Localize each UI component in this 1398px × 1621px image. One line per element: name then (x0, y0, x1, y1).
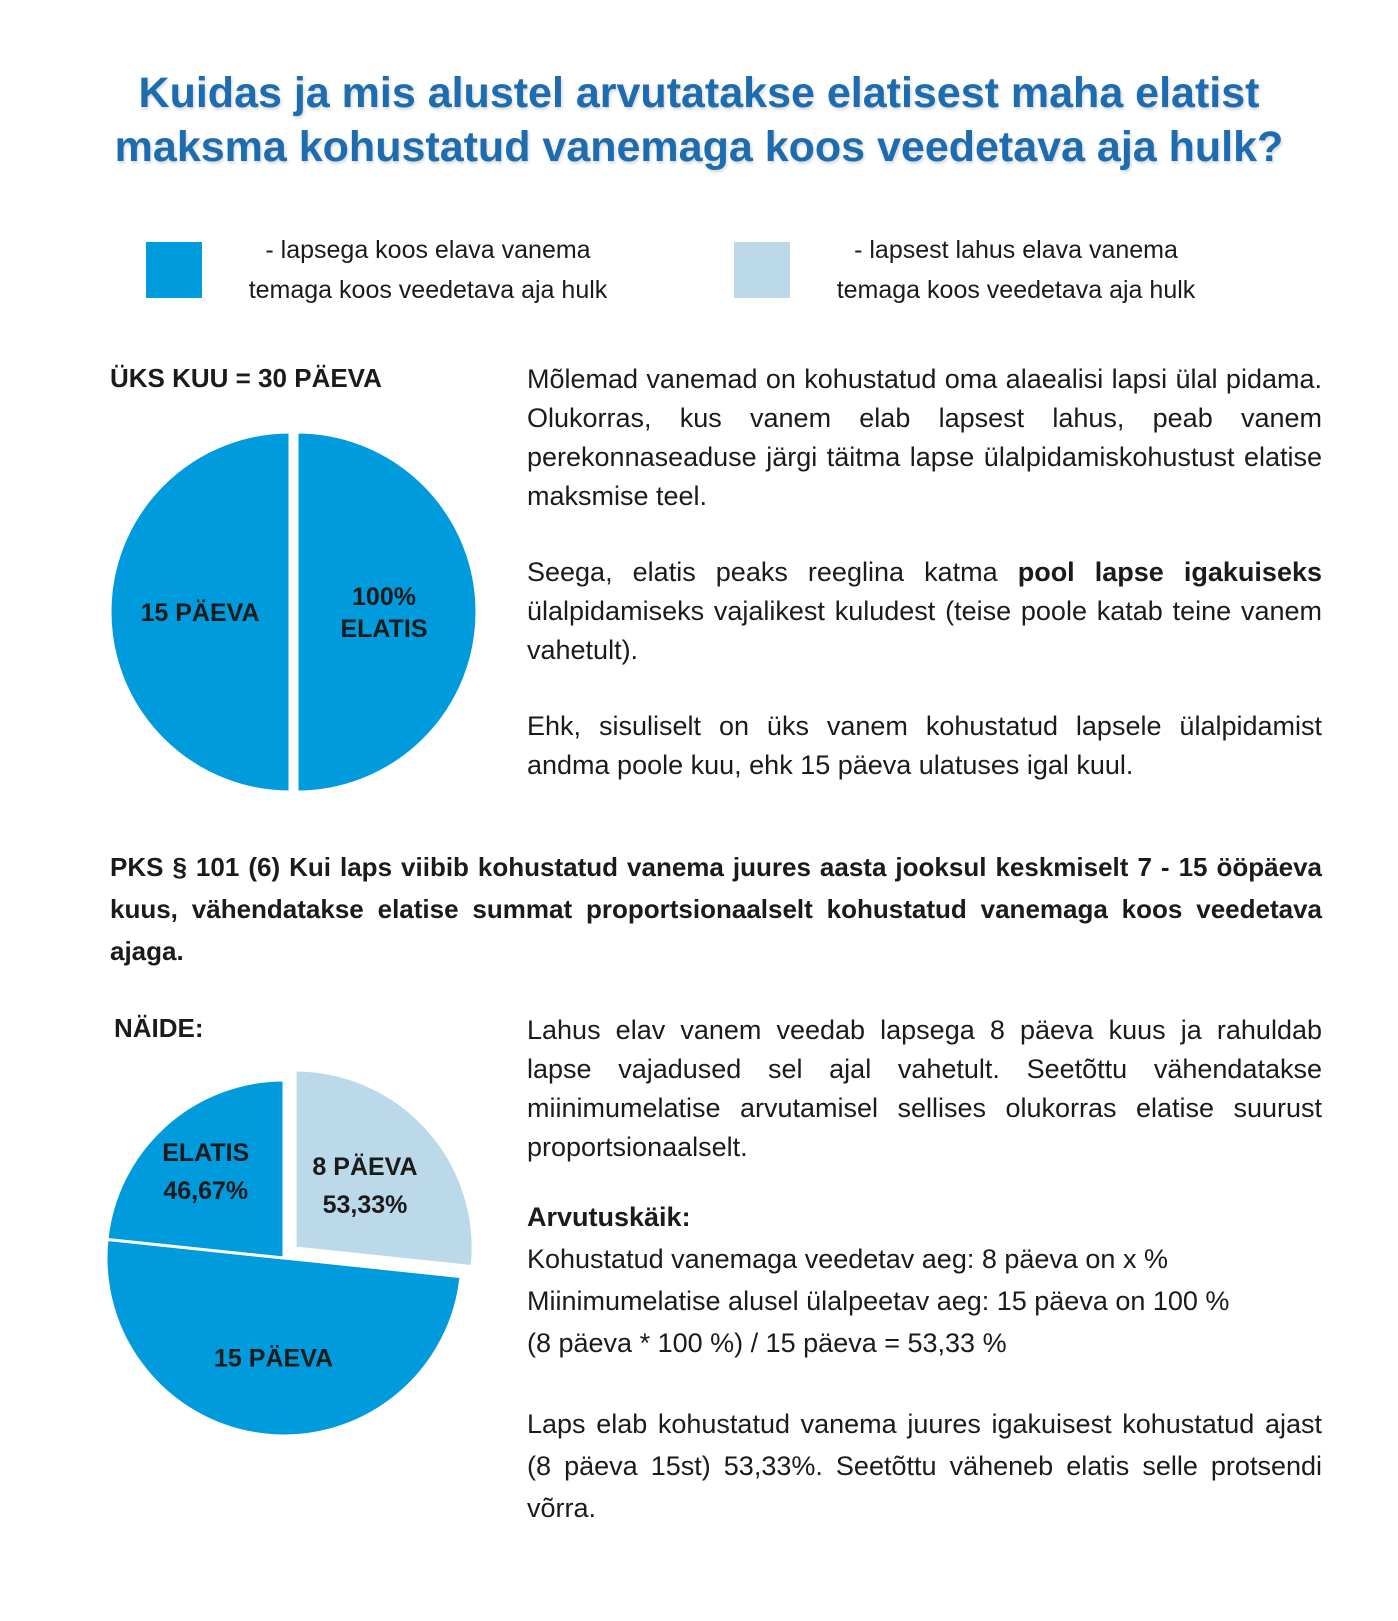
pie-slice-label (214, 1344, 333, 1372)
section-heading-month: ÜKS KUU = 30 PÄEVA (110, 363, 382, 393)
pie-slice (107, 1080, 284, 1258)
text-segment: Seega, elatis peaks reeglina katma (527, 557, 1018, 587)
calculation-line: (8 päeva * 100 %) / 15 päeva = 53,33 % (527, 1328, 1007, 1358)
legend-label-living-parent (218, 230, 638, 310)
pie-label-line: ELATIS (340, 615, 428, 643)
pie-label-line: 15 PÄEVA (140, 599, 260, 627)
calculation-heading: Arvutuskäik: (527, 1202, 691, 1232)
law-citation: PKS § 101 (6) Kui laps viibib kohustatud vanema juures aasta jooksul keskmiselt 7 - 15 ööpäeva kuus, vähendatakse elatise summat proportsionaalselt kohustatud vanemaga koos veedetava ajaga. (110, 852, 1322, 966)
pie-label-line: 8 PÄEVA (312, 1153, 418, 1182)
legend-label-separate-parent (806, 230, 1226, 310)
legend-swatch-separate-parent (734, 242, 790, 298)
page-title: Kuidas ja mis alustel arvutatakse elatisest maha elatist maksma kohustatud vanemaga koos veedetava aja hulk? (114, 69, 1284, 171)
legend-label-line: temaga koos veedetava aja hulk (248, 276, 608, 304)
pie-slice (297, 432, 477, 792)
section-heading-example: NÄIDE: (114, 1013, 204, 1043)
legend-swatch-living-parent (146, 242, 202, 298)
pie-label-line: 15 PÄEVA (214, 1344, 334, 1373)
pie-label-line: 53,33% (322, 1191, 408, 1220)
pie-label-line: 46,67% (163, 1177, 249, 1206)
text-segment: ülalpidamiseks vajalikest kuludest (teise poole katab teine vanem vahetult). (527, 596, 1322, 665)
paragraph-half-costs (527, 553, 1322, 670)
calculation-block (527, 1196, 1327, 1364)
pie-slice (106, 1239, 461, 1436)
paragraph-conclusion: Laps elab kohustatud vanema juures igakuisest kohustatud ajast (8 päeva 15st) 53,33%. Seetõttu väheneb elatis selle protsendi võrra. (527, 1409, 1322, 1523)
pie-label-line: ELATIS (162, 1139, 250, 1168)
calculation-line: Kohustatud vanemaga veedetav aeg: 8 päeva on x % (527, 1244, 1168, 1274)
legend-label-line: - lapsega koos elava vanema (265, 236, 591, 264)
pie-chart-example (98, 1080, 488, 1470)
pie-chart-month (105, 432, 485, 812)
paragraph-fifteen-days: Ehk, sisuliselt on üks vanem kohustatud lapsele ülalpidamist andma poole kuu, ehk 15 päeva ulatuses igal kuul. (527, 711, 1322, 780)
legend-label-line: temaga koos veedetava aja hulk (836, 276, 1196, 304)
pie-label-line: 100% (352, 583, 416, 611)
paragraph-obligation: Mõlemad vanemad on kohustatud oma alaealisi lapsi ülal pidama. Olukorras, kus vanem elab lapsest lahus, peab vanem perekonnaseaduse järgi täitma lapse ülalpidamiskohustust elatise maksmise teel. (527, 364, 1322, 511)
text-emphasis: pool lapse igakuiseks (1017, 557, 1322, 587)
calculation-line: Miinimumelatise alusel ülalpeetav aeg: 15 päeva on 100 % (527, 1286, 1230, 1316)
legend-label-line: - lapsest lahus elava vanema (854, 236, 1178, 264)
pie-slice-label (140, 599, 259, 627)
paragraph-example: Lahus elav vanem veedab lapsega 8 päeva kuus ja rahuldab lapse vajadused sel ajal vahetult. Seetõttu vähendatakse miinimumelatise arvutamisel sellises olukorras elatise suurust proportsionaalselt. (527, 1015, 1322, 1162)
